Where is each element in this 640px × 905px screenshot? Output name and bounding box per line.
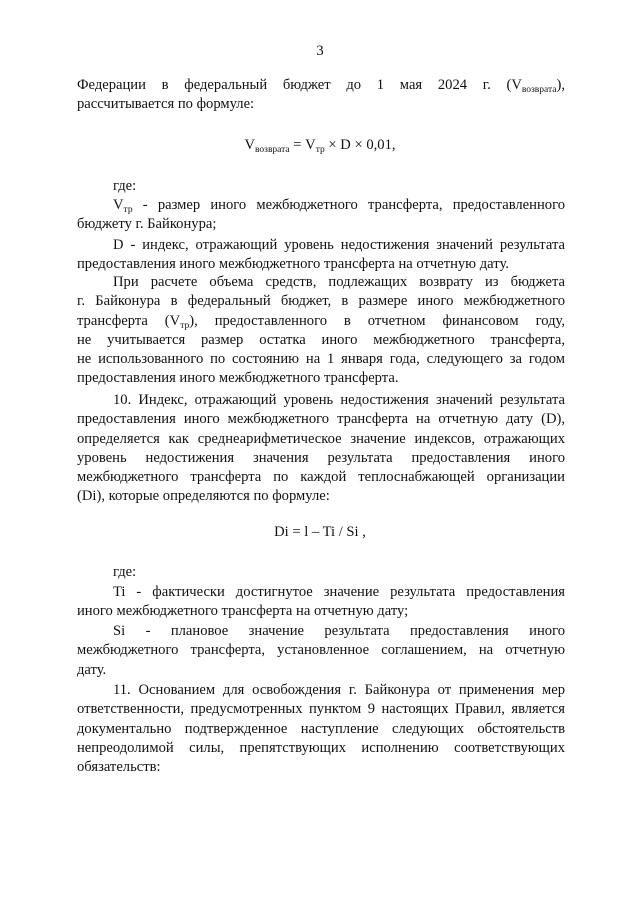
text-line: межбюджетного трансферта, установленное соглашением, на отчетную (77, 642, 565, 659)
where-label-2: где: (113, 564, 137, 580)
text-line: 11. Основанием для освобождения г. Байконура от применения мер (113, 682, 565, 698)
text-line: Федерации в федеральный бюджет до 1 мая 2024 г. $(V_{возврата})$, (77, 77, 565, 95)
text-line: предоставления иного межбюджетного трансферта на отчетную дату (D), (77, 411, 565, 428)
text-line: определяется как среднеарифметическое значение индексов, отражающих (77, 430, 565, 447)
text-line: бюджету г. Байконура; (77, 216, 217, 233)
text-line: D - индекс, отражающий уровень недостижения значений результата (113, 237, 565, 253)
text-line: предоставления иного межбюджетного трансферта на отчетную дату. (77, 256, 509, 273)
paragraph-calculation (77, 273, 565, 389)
formula-v-return: $V_{возврата} = V_{тр} \times D \times 0,01$, (244, 137, 396, 155)
text-line: непреодолимой силы, препятствующих исполнению соответствующих (77, 739, 565, 756)
text-line: предоставления иного межбюджетного трансферта. (77, 370, 399, 387)
where-label: где: (113, 178, 137, 194)
text-line: иного межбюджетного трансферта на отчетную дату; (77, 603, 409, 620)
text-line: дату. (77, 661, 107, 678)
definition-vtr (77, 196, 565, 235)
text-line: рассчитывается по формуле: (77, 96, 255, 113)
text-line: 10. Индекс, отражающий уровень недостижения значений результата (113, 392, 565, 408)
paragraph-intro (77, 76, 565, 115)
text-line: Si - плановое значение результата предоставления иного (113, 623, 565, 639)
text-line: Ti - фактически достигнутое значение результата предоставления (113, 584, 565, 600)
text-line: г. Байконура в федеральный бюджет, в размере иного межбюджетного (77, 293, 565, 310)
text-line: (Di), которые определяются по формуле: (77, 488, 330, 505)
definition-si (77, 622, 565, 680)
text-line: уровень недостижения значения результата предоставления иного (77, 449, 565, 466)
text-line: $V_{тр}$ - размер иного межбюджетного трансферта, предоставленного (113, 197, 565, 215)
definition-d (77, 236, 565, 275)
text-line: не учитывается размер остатка иного межбюджетного трансферта, (77, 331, 565, 348)
page-number: 3 (316, 43, 324, 59)
text-line: трансферта $(V_{тр})$, предоставленного в отчетном финансовом году, (77, 312, 565, 331)
formula-di: Di = l – Ti / Si , (274, 524, 366, 540)
definition-ti (77, 583, 565, 622)
paragraph-10 (77, 391, 565, 507)
paragraph-11 (77, 681, 565, 777)
text-line: обязательств: (77, 759, 161, 776)
text-line: межбюджетного трансферта по каждой теплоснабжающей организации (77, 469, 565, 486)
text-line: документально подтвержденное наступление следующих обстоятельств (77, 720, 565, 737)
text-line: ответственности, предусмотренных пунктом 9 настоящих Правил, является (77, 701, 565, 718)
text-line: При расчете объема средств, подлежащих возврату из бюджета (113, 274, 565, 290)
text-line: не использованного по состоянию на 1 января года, следующего за годом (77, 351, 565, 368)
